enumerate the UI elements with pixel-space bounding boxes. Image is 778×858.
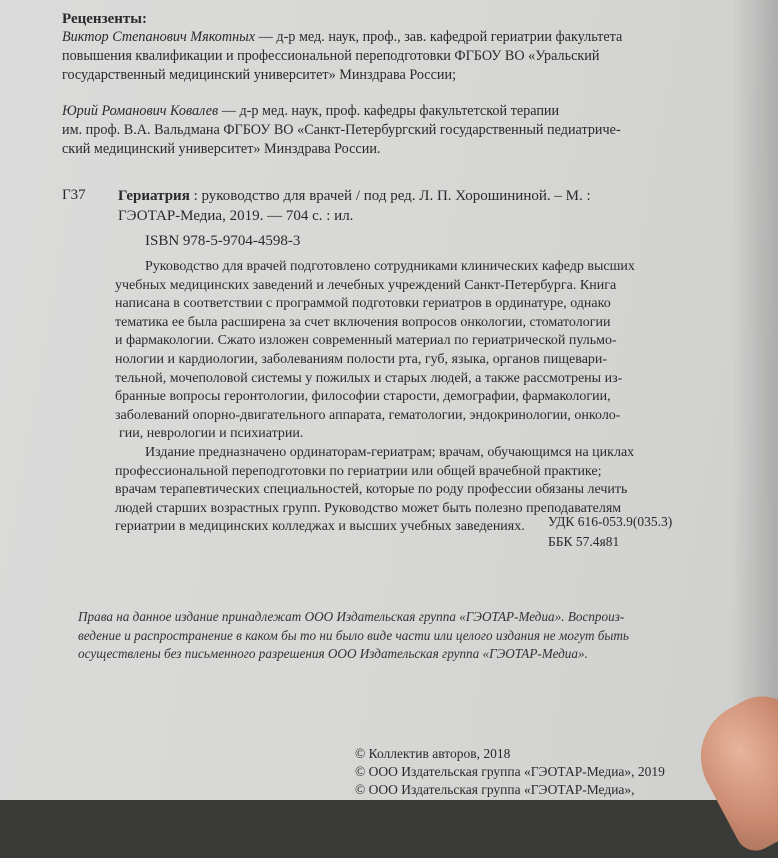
abstract-line: гериатрии в медицинских колледжах и высших учебных заведениях. bbox=[115, 519, 525, 535]
abstract bbox=[115, 258, 635, 537]
copyright-block bbox=[355, 745, 665, 799]
abstract-line: гии, неврологии и психиатрии. bbox=[119, 426, 304, 442]
udc-code: УДК 616-053.9(035.3) bbox=[548, 514, 673, 529]
isbn: ISBN 978-5-9704-4598-3 bbox=[145, 233, 301, 249]
rights-line: Права на данное издание принадлежат ООО Издательская группа «ГЭОТАР-Медиа». Воспроиз- bbox=[78, 609, 625, 624]
abstract-line: написана в соответствии с программой подготовки гериатров в ординатуре, однако bbox=[115, 296, 611, 312]
reviewer-2-name: Юрий Романович Ковалев bbox=[62, 103, 219, 119]
reviewer-1 bbox=[62, 28, 622, 85]
reviewer-2 bbox=[62, 102, 621, 159]
reviewer-1-line3: государственный медицинский университет» Минздрава России; bbox=[62, 67, 457, 83]
abstract-line: бранные вопросы геронтологии, философии старости, демографии, фармакологии, bbox=[115, 389, 611, 405]
rights-notice bbox=[78, 608, 629, 664]
finger-holding-page bbox=[682, 682, 778, 857]
copyright-line: © ООО Издательская группа «ГЭОТАР-Медиа», bbox=[355, 782, 635, 797]
copyright-line: © Коллектив авторов, 2018 bbox=[355, 746, 511, 761]
book-title: Гериатрия bbox=[118, 188, 190, 204]
abstract-line: профессиональной переподготовки по гериатрии или общей врачебной практике; bbox=[115, 463, 602, 479]
rights-line: ведение и распространение в каком бы то ни было виде части или целого издания не могут быть bbox=[78, 627, 629, 643]
bbk-code: ББК 57.4я81 bbox=[548, 534, 620, 549]
abstract-line: тематика ее была расширена за счет включения вопросов онкологии, стоматологии bbox=[115, 314, 611, 330]
biblio-line2: ГЭОТАР-Медиа, 2019. — 704 с. : ил. bbox=[118, 208, 354, 224]
reviewer-2-line3: ский медицинский университет» Минздрава России. bbox=[62, 141, 381, 157]
abstract-line: Руководство для врачей подготовлено сотрудниками клинических кафедр высших bbox=[145, 259, 635, 274]
abstract-line: заболеваний опорно-двигательного аппарата, гематологии, эндокринологии, онколо- bbox=[115, 407, 621, 423]
abstract-line: тельной, мочеполовой системы у пожилых и старых людей, а также рассмотрены из- bbox=[115, 370, 623, 386]
page-edge-shadow bbox=[732, 0, 778, 800]
classification-codes bbox=[548, 512, 672, 552]
abstract-line: учебных медицинских заведений и лечебных учреждений Санкт-Петербурга. Книга bbox=[115, 277, 617, 293]
catalog-code: Г37 bbox=[62, 187, 86, 203]
copyright-line: © ООО Издательская группа «ГЭОТАР-Медиа», 2019 bbox=[355, 764, 665, 779]
abstract-line: Издание предназначено ординаторам-гериатрам; врачам, обучающимся на циклах bbox=[145, 444, 635, 460]
bibliographic-record bbox=[118, 186, 591, 226]
reviewers-heading: Рецензенты: bbox=[62, 11, 147, 27]
biblio-line1: : руководство для врачей / под ред. Л. П. Хорошининой. – М. : bbox=[189, 188, 591, 204]
abstract-line: людей старших возрастных групп. Руководство может быть полезно преподавателям bbox=[115, 500, 622, 516]
reviewer-1-name: Виктор Степанович Мякотных bbox=[62, 29, 256, 45]
reviewer-1-line1: — д-р мед. наук, проф., зав. кафедрой гериатрии факультета bbox=[255, 29, 623, 45]
abstract-line: врачам терапевтических специальностей, которые по роду профессии обязаны лечить bbox=[115, 482, 628, 498]
reviewer-2-line2: им. проф. В.А. Вальдмана ФГБОУ ВО «Санкт-Петербургский государственный педиатриче- bbox=[62, 122, 621, 138]
abstract-line: нологии и кардиологии, заболеваниям полости рта, губ, языка, органов пищевари- bbox=[115, 351, 608, 367]
abstract-line: и фармакологии. Сжато изложен современный материал по гериатрической пульмо- bbox=[115, 333, 617, 349]
reviewer-1-line2: повышения квалификации и профессиональной переподготовки ФГБОУ ВО «Уральский bbox=[62, 48, 600, 64]
rights-line: осуществлены без письменного разрешения ООО Издательская группа «ГЭОТАР-Медиа». bbox=[78, 646, 588, 661]
reviewer-2-line1: — д-р мед. наук, проф. кафедры факультетской терапии bbox=[218, 103, 560, 119]
